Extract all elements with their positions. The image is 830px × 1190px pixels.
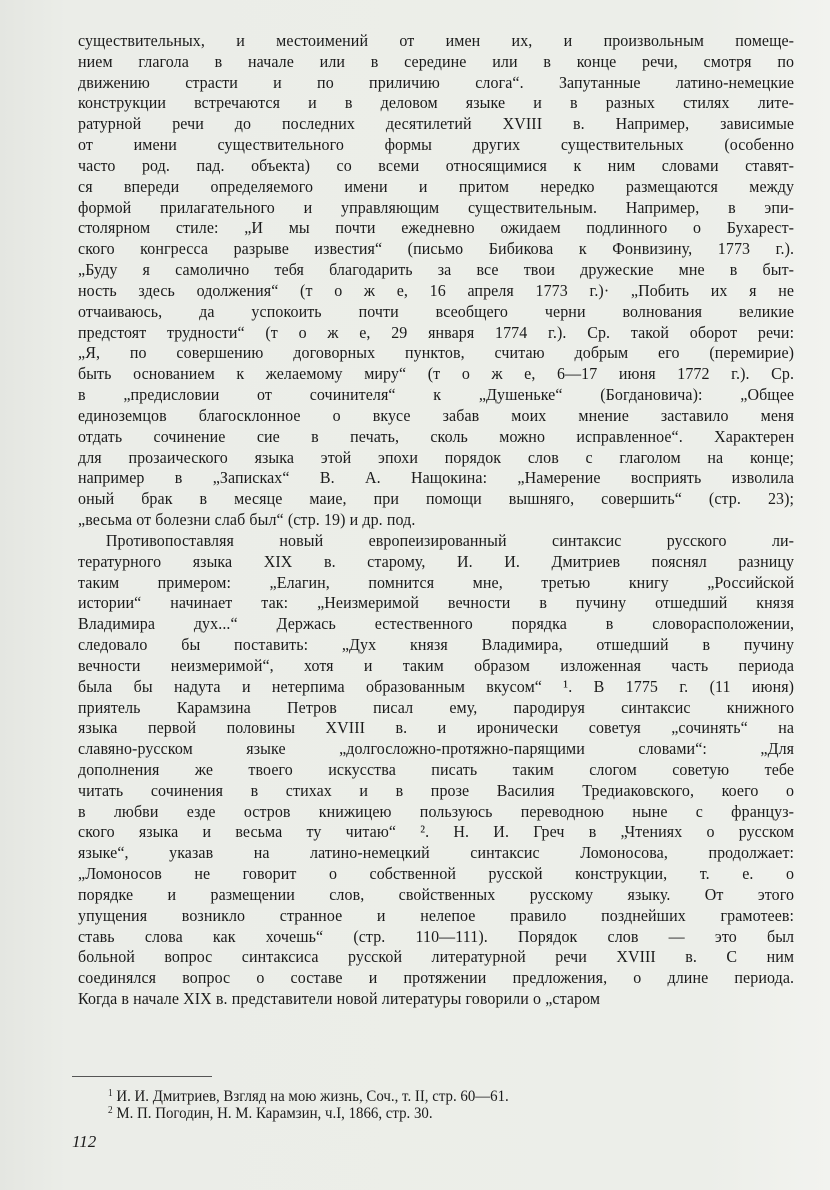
text-line: от имени существительного формы других существительных (особенно (78, 135, 795, 155)
text-line: оный брак в месяце маие, при помощи вышняго, совершить“ (стр. 23); (78, 489, 795, 509)
footnote-marker: 2 (108, 1105, 113, 1116)
text-line: отчаиваюсь, да успокоить почти всеобщего черни волнования великие (78, 301, 795, 321)
text-line: в любви езде остров книжицею пользуюсь переводною ныне с француз- (78, 801, 795, 821)
text-line: „Ломоносов не говорит о собственной русской конструкции, т. е. о (78, 864, 795, 884)
text-line: упущения возникло странное и нелепое правило позднейших грамотеев: (78, 905, 795, 925)
text-line: была бы надута и нетерпима образованным вкусом“ ¹. В 1775 г. (11 июня) (78, 676, 795, 696)
text-line: больной вопрос синтаксиса русской литературной речи XVIII в. С ним (78, 947, 795, 967)
text-line: языке“, указав на латино-немецкий синтаксис Ломоносова, продолжает: (78, 843, 795, 863)
footnote-2 (108, 1102, 759, 1122)
text-line: единоземцов благосклонное о вкусе забав моих мнение заставило меня (78, 405, 795, 425)
paragraph-start-line: Противопоставляя новый европеизированный синтаксис русского ли- (105, 530, 795, 550)
footnote-text: И. И. Дмитриев, Взгляд на мою жизнь, Соч., т. II, стр. 60—61. (116, 1088, 509, 1105)
footnote-divider (72, 1076, 212, 1077)
text-line: существительных, и местоимений от имен их, и произвольным помеще- (78, 31, 795, 50)
paragraph-end-line: „весьма от болезни слаб был“ (стр. 19) и др. под. (78, 510, 416, 530)
text-line: дополнения же твоего искусства писать таким слогом советую тебе (78, 759, 795, 779)
page-number: 112 (72, 1132, 97, 1151)
footnote-1 (108, 1085, 759, 1105)
text-line: отдать сочинение сие в печать, сколь можно исправленное“. Характерен (78, 426, 795, 446)
text-line: конструкции встречаются и в деловом языке и в разных стилях лите- (78, 93, 795, 113)
text-line: ность здесь одолжения“ (т о ж е, 16 апреля 1773 г.)· „Побить их я не (78, 280, 795, 300)
footnote-marker: 1 (108, 1088, 113, 1099)
text-line: предстоят трудности“ (т о ж е, 29 января 1774 г.). Ср. такой оборот речи: (78, 322, 795, 342)
text-line: для прозаического языка этой эпохи порядок слов с глаголом на конце; (78, 447, 795, 467)
text-line: нием глагола в начале или в середине или в конце речи, смотря по (78, 51, 795, 71)
text-line: тературного языка XIX в. старому, И. И. Дмитриев пояснял разницу (78, 551, 795, 571)
text-line: „Буду я самолично тебя благодарить за все твои дружеские мне в быт- (78, 260, 795, 280)
text-line: языка первой половины XVIII в. и иронически советуя „сочинять“ на (78, 718, 795, 738)
text-line: истории“ начинает так: „Неизмеримой вечности в пучину отшедший князя (78, 593, 795, 613)
text-line: например в „Записках“ В. А. Нащокина: „Намерение восприять изволила (78, 468, 795, 488)
footnote-text: М. П. Погодин, Н. М. Карамзин, ч.I, 1866, стр. 30. (116, 1105, 433, 1122)
text-line: Когда в начале XIX в. представители новой литературы говорили о „старом (78, 989, 601, 1009)
text-line: „Я, по совершению договорных пунктов, считаю добрым его (перемирие) (78, 343, 795, 363)
text-line: приятель Карамзина Петров писал ему, пародируя синтаксис книжного (78, 697, 795, 717)
text-line: движению страсти и по приличию слога“. Запутанные латино-немецкие (78, 72, 795, 92)
text-line: часто род. пад. объекта) со всеми относящимися к ним словами ставят- (78, 155, 795, 175)
text-line: славяно-русском языке „долгосложно-протяжно-парящими словами“: „Для (78, 739, 795, 759)
text-line: вечности неизмеримой“, хотя и таким образом изложенная часть периода (78, 655, 795, 675)
body-text (78, 31, 794, 1010)
text-line: таким примером: „Елагин, помнится мне, третью книгу „Российской (78, 572, 795, 592)
text-line: в „предисловии от сочинителя“ к „Душеньке“ (Богдановича): „Общее (78, 385, 795, 405)
text-line: ся впереди определяемого имени и притом нередко размещаются между (78, 176, 795, 196)
text-line: столярном стиле: „И мы почти ежедневно ожидаем подлинного о Бухарест- (78, 218, 795, 238)
text-line: быть основанием к желаемому миру“ (т о ж е, 6—17 июня 1772 г.). Ср. (78, 364, 795, 384)
text-line: ратурной речи до последних десятилетий XVIII в. Например, зависимые (78, 114, 795, 134)
footnotes (108, 1085, 808, 1122)
text-line: читать сочинения в стихах и в прозе Василия Тредиаковского, коего о (78, 780, 795, 800)
text-line: следовало бы поставить: „Дух князя Владимира, отшедший в пучину (78, 635, 795, 655)
text-line: ского языка и весьма ту читаю“ ². Н. И. Греч в „Чтениях о русском (78, 822, 795, 842)
text-line: порядке и размещении слов, свойственных русскому языку. От этого (78, 884, 795, 904)
text-line: соединялся вопрос о составе и протяжении предложения, о длине периода. (78, 968, 795, 988)
text-line: ского конгресса разрыве известия“ (письмо Бибикова к Фонвизину, 1773 г.). (78, 239, 795, 259)
text-line: ставь слова как хочешь“ (стр. 110—111). Порядок слов — это был (78, 926, 795, 946)
text-line: Владимира дух...“ Держась естественного порядка в словорасположении, (78, 614, 795, 634)
text-line: формой прилагательного и управляющим существительным. Например, в эпи- (78, 197, 795, 217)
